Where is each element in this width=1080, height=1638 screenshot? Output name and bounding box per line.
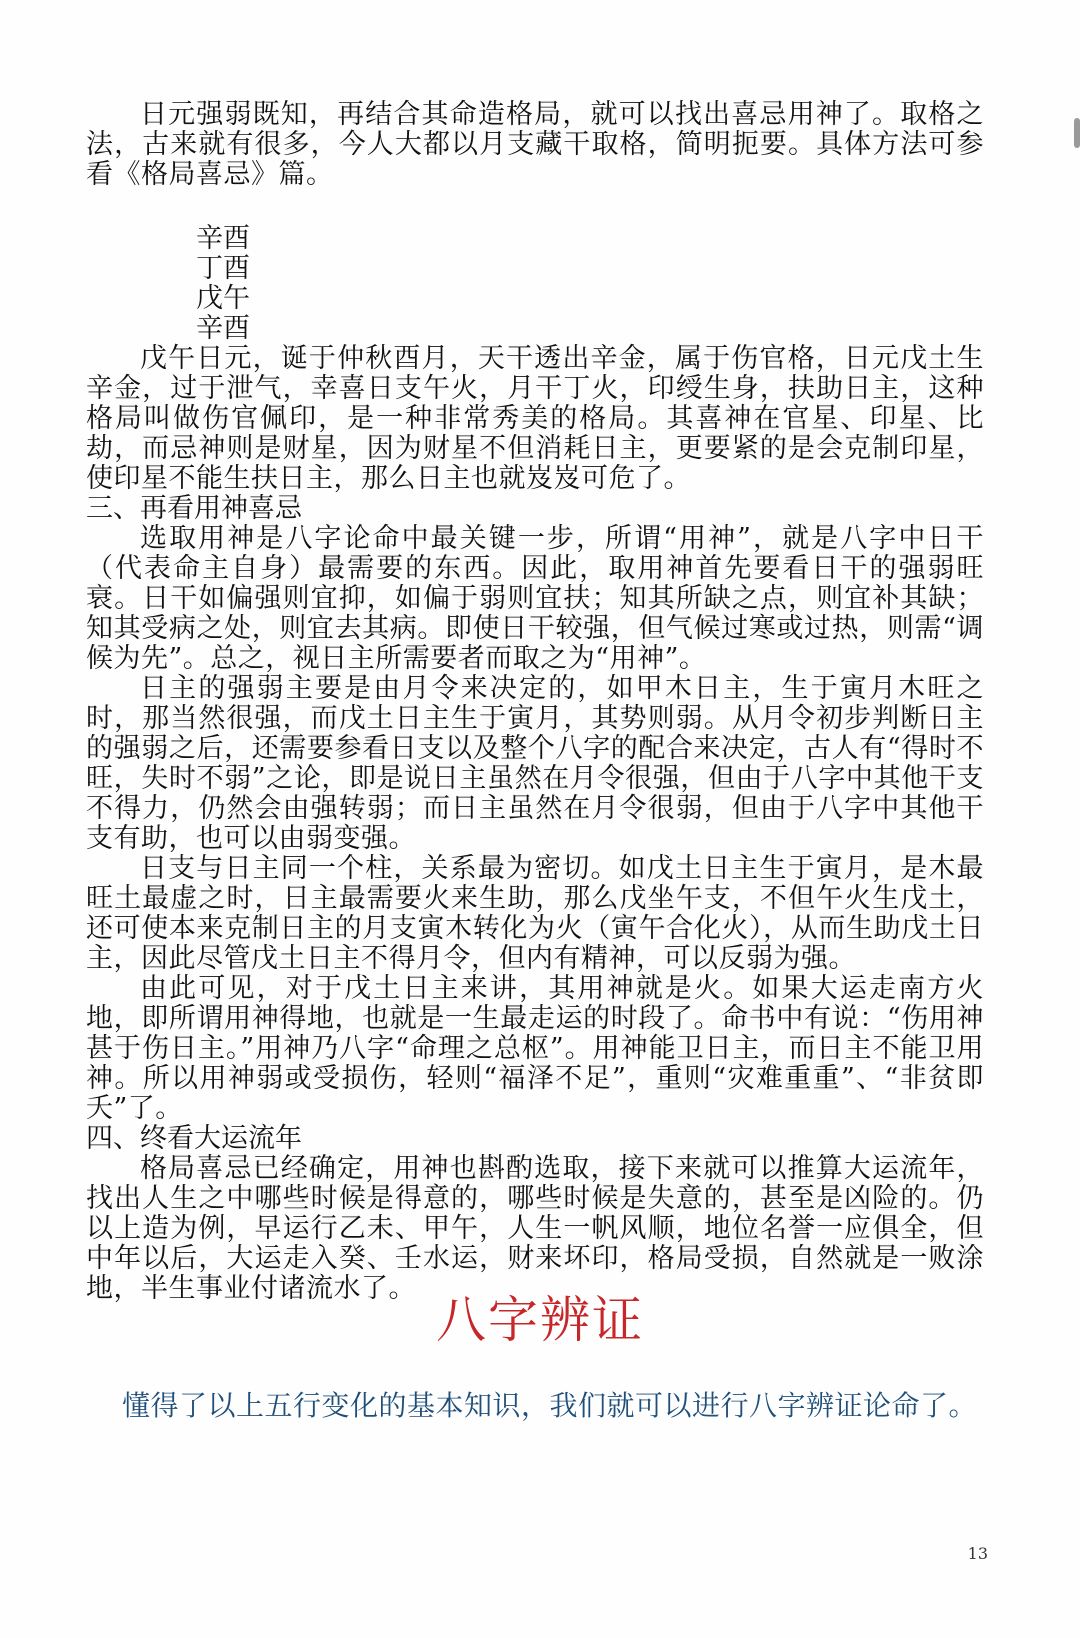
paragraph-intro: 日元强弱既知，再结合其命造格局，就可以找出喜忌用神了。取格之法，古来就有很多，今人大都以月支藏干取格，简明扼要。具体方法可参看《格局喜忌》篇。 xyxy=(86,99,984,190)
pillar-year: 辛酉 xyxy=(196,223,250,254)
paragraph-yongshen: 选取用神是八字论命中最关键一步，所谓“用神”，就是八字中日干（代表命主自身）最需要的东西。因此，取用神首先要看日干的强弱旺衰。日干如偏强则宜抑，如偏于弱则宜扶；知其所缺之点，则宜补其缺；知其受病之处，则宜去其病。即使日干较强，但气候过寒或过热，则需“调候为先”。总之，视日主所需要者而取之为“用神”。 xyxy=(86,523,984,674)
pillar-hour: 辛酉 xyxy=(196,313,250,344)
section-title: 八字辨证 xyxy=(436,1291,644,1349)
pillar-day: 戊午 xyxy=(196,283,250,314)
scrollbar-thumb[interactable] xyxy=(1074,118,1080,148)
body-text xyxy=(86,100,984,1304)
heading-section-3: 三、再看用神喜忌 xyxy=(86,493,302,524)
pillar-month: 丁酉 xyxy=(196,253,250,284)
heading-section-4: 四、终看大运流年 xyxy=(86,1123,302,1154)
paragraph-conclusion: 由此可见，对于戊土日主来讲，其用神就是火。如果大运走南方火地，即所谓用神得地，也就是一生最走运的时段了。命书中有说：“伤用神甚于伤日主。”用神乃八字“命理之总枢”。用神能卫日主，而日主不能卫用神。所以用神弱或受损伤，轻则“福泽不足”，重则“灾难重重”、“非贫即夭”了。 xyxy=(86,973,984,1124)
page-number: 13 xyxy=(967,1544,988,1563)
section-intro: 懂得了以上五行变化的基本知识，我们就可以进行八字辨证论命了。 xyxy=(122,1389,978,1422)
paragraph-dayun: 格局喜忌已经确定，用神也斟酌选取，接下来就可以推算大运流年，找出人生之中哪些时候是得意的，哪些时候是失意的，甚至是凶险的。仍以上造为例，早运行乙未、甲午，人生一帆风顺，地位名誉一应俱全，但中年以后，大运走入癸、壬水运，财来坏印，格局受损，自然就是一败涂地，半生事业付诸流水了。 xyxy=(86,1153,984,1304)
paragraph-strength: 日主的强弱主要是由月令来决定的，如甲木日主，生于寅月木旺之时，那当然很强，而戊土日主生于寅月，其势则弱。从月令初步判断日主的强弱之后，还需要参看日支以及整个八字的配合来决定，古人有“得时不旺，失时不弱”之论，即是说日主虽然在月令很强，但由于八字中其他干支不得力，仍然会由强转弱；而日主虽然在月令很弱，但由于八字中其他干支有助，也可以由弱变强。 xyxy=(86,673,984,854)
bazi-pillars xyxy=(196,224,984,344)
paragraph-day-branch: 日支与日主同一个柱，关系最为密切。如戊土日主生于寅月，是木最旺土最虚之时，日主最需要火来生助，那么戊坐午支，不但午火生戊土，还可使本来克制日主的月支寅木转化为火（寅午合化火），从而生助戊土日主，因此尽管戊土日主不得月令，但内有精神，可以反弱为强。 xyxy=(86,853,984,974)
paragraph-analysis: 戊午日元，诞于仲秋酉月，天干透出辛金，属于伤官格，日元戊土生辛金，过于泄气，幸喜日支午火，月干丁火，印绶生身，扶助日主，这种格局叫做伤官佩印，是一种非常秀美的格局。其喜神在官星、印星、比劫，而忌神则是财星，因为财星不但消耗日主，更要紧的是会克制印星，使印星不能生扶日主，那么日主也就岌岌可危了。 xyxy=(86,343,984,494)
